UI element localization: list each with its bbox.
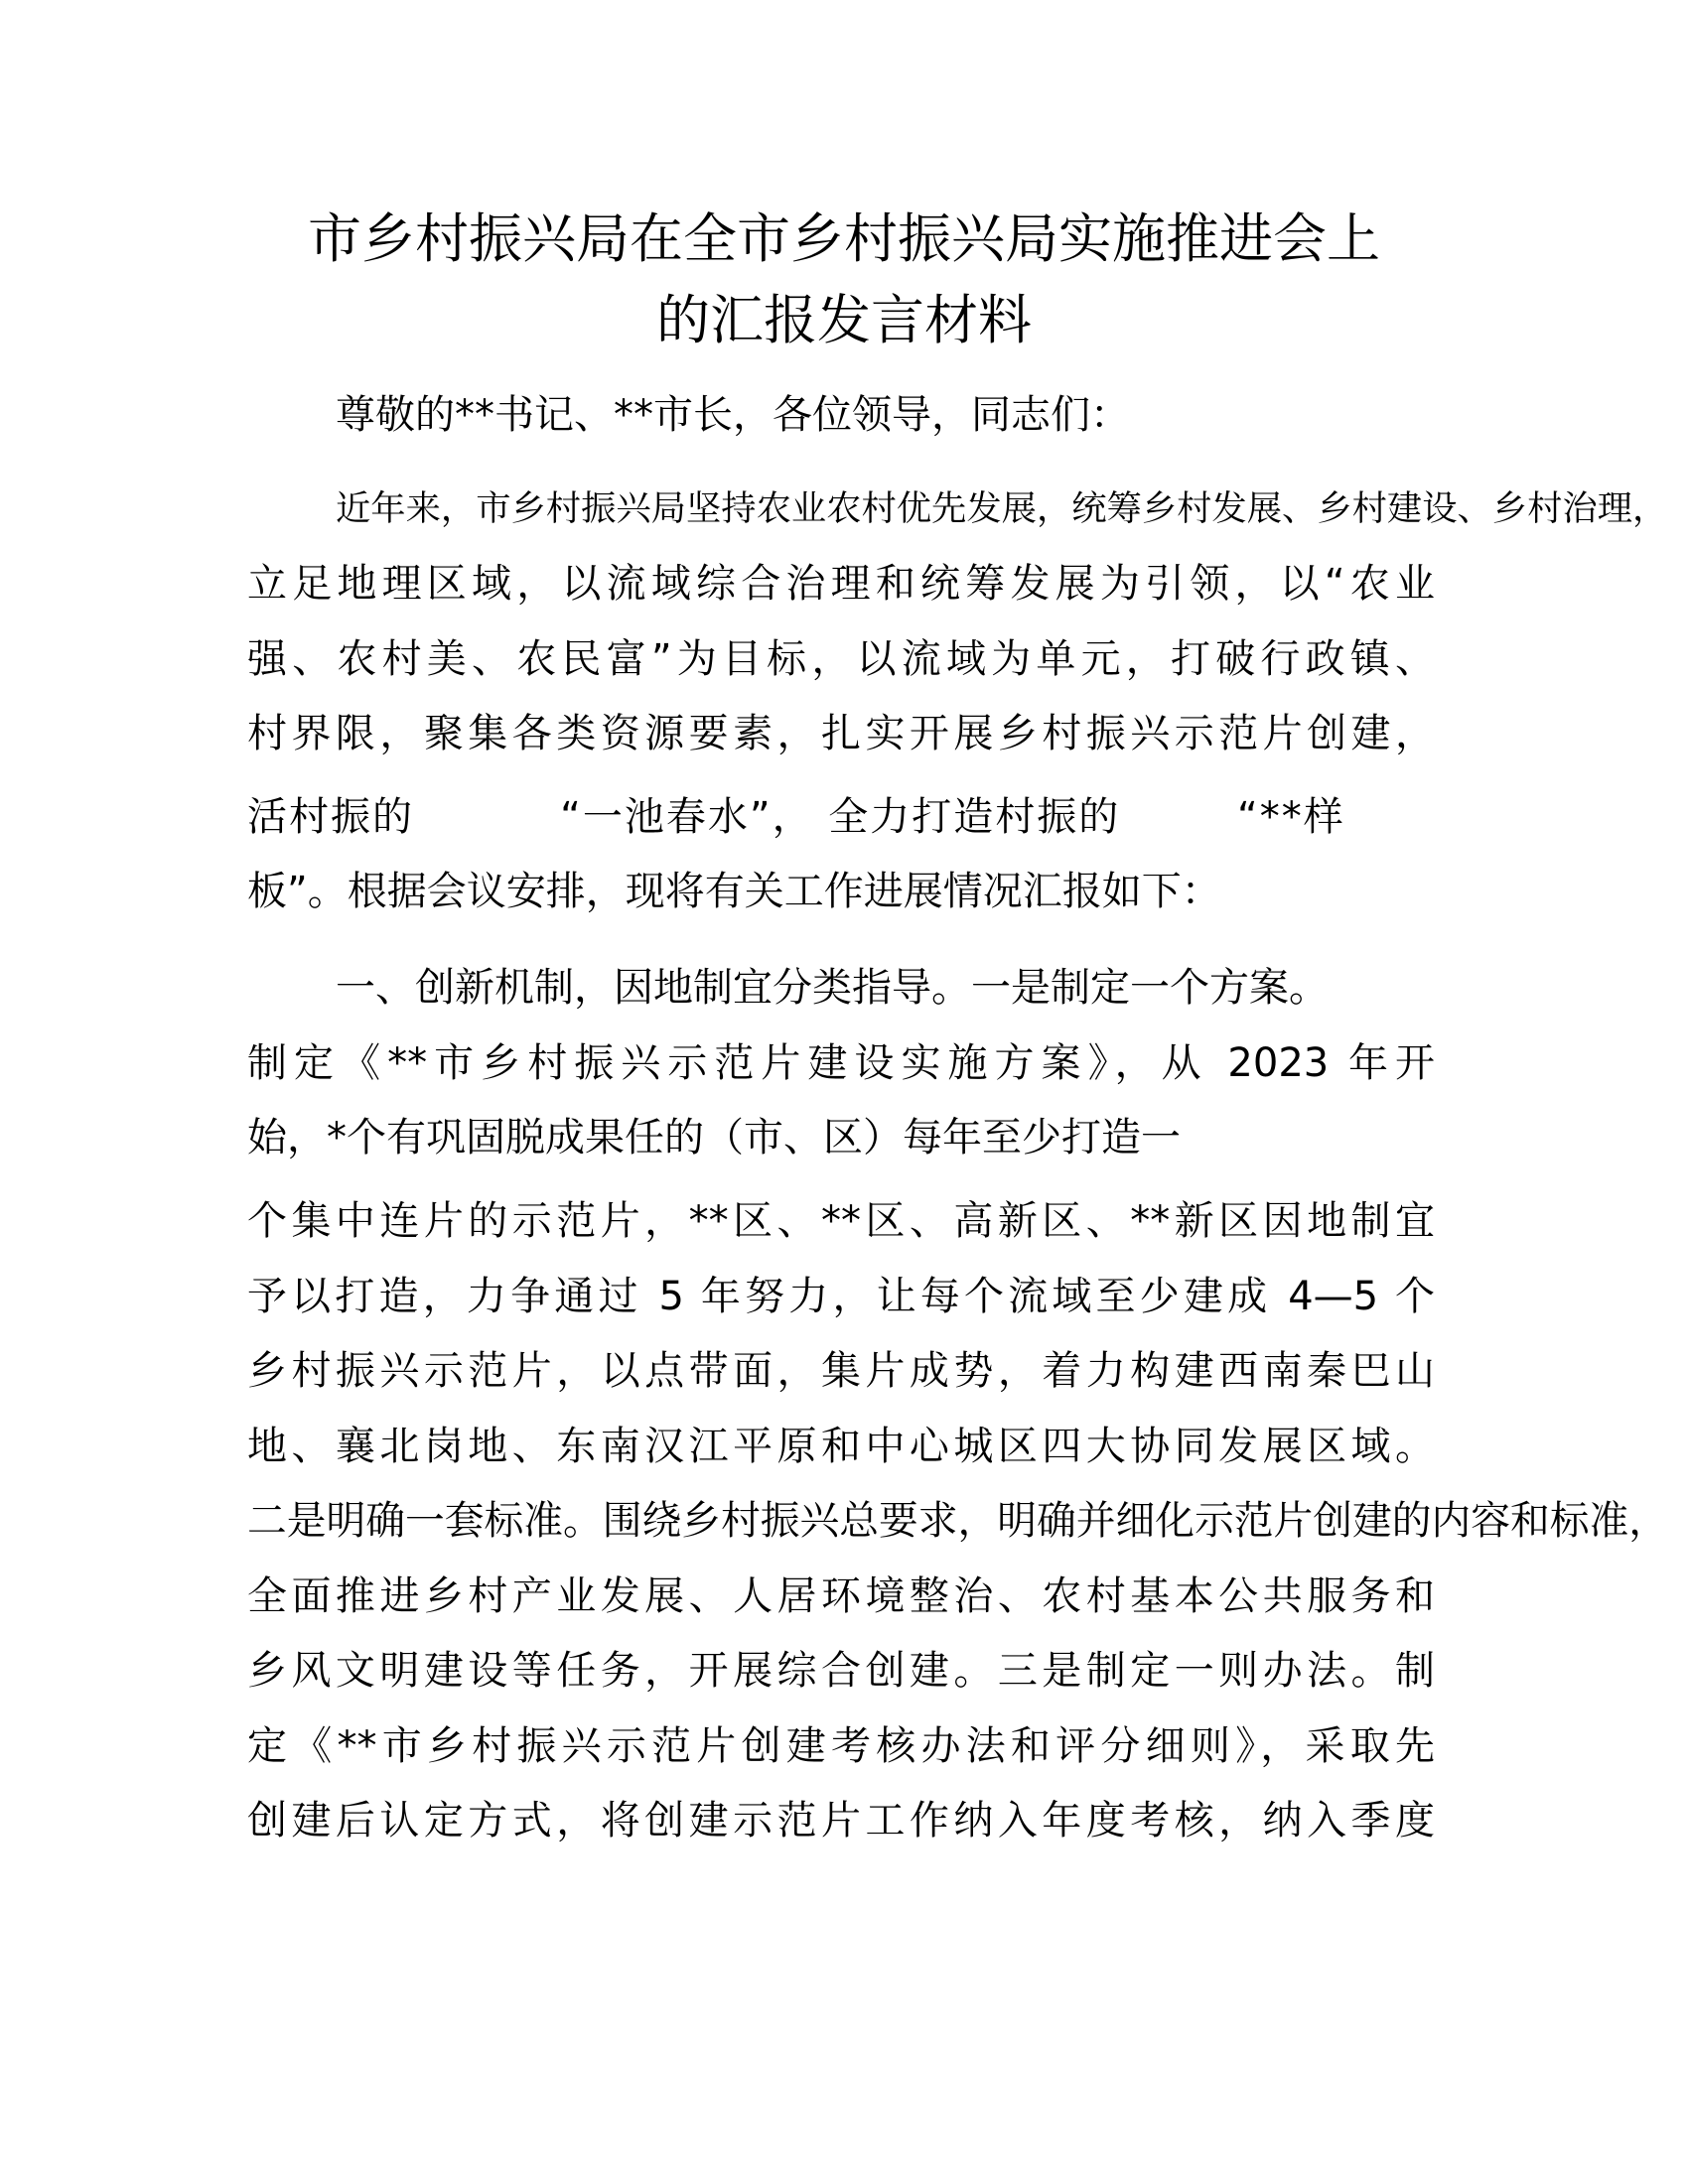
salutation: 尊敬的**书记、**市长，各位领导，同志们：: [336, 392, 1130, 438]
paragraph-2-line-3: 始，*个有巩固脱成果任的（市、区）每年至少打造一: [247, 1115, 1181, 1160]
paragraph-2-line-1: 一、创新机制，因地制宜分类指导。一是制定一个方案。: [336, 965, 1329, 1011]
paragraph-2-line-4: 个集中连片的示范片，**区、**区、高新区、**新区因地制宜: [247, 1198, 1435, 1244]
paragraph-2-line-9: 全面推进乡村产业发展、人居环境整治、农村基本公共服务和: [247, 1573, 1435, 1619]
paragraph-1-line-6: 板”。根据会议安排，现将有关工作进展情况汇报如下：: [247, 869, 1221, 914]
paragraph-2-line-7: 地、襄北岗地、东南汉江平原和中心城区四大协同发展区域。: [247, 1424, 1435, 1469]
paragraph-2-line-8: 二是明确一套标准。围绕乡村振兴总要求，明确并细化示范片创建的内容和标准，: [247, 1498, 1669, 1544]
paragraph-1-line-5: 活村振的 “一池春水”， 全力打造村振的 “**样: [247, 794, 1345, 840]
paragraph-2-line-6: 乡村振兴示范片，以点带面，集片成势，着力构建西南秦巴山: [247, 1348, 1435, 1394]
paragraph-2-line-11: 定《**市乡村振兴示范片创建考核办法和评分细则》，采取先: [247, 1723, 1435, 1769]
paragraph-1-line-3: 强、农村美、农民富”为目标，以流域为单元，打破行政镇、: [247, 636, 1435, 682]
document-title-line-2: 的汇报发言材料: [656, 289, 1032, 351]
document-title-line-1: 市乡村振兴局在全市乡村振兴局实施推进会上: [308, 207, 1380, 270]
paragraph-2-line-12: 创建后认定方式，将创建示范片工作纳入年度考核，纳入季度: [247, 1798, 1435, 1843]
paragraph-2-line-10: 乡风文明建设等任务，开展综合创建。三是制定一则办法。制: [247, 1648, 1435, 1694]
paragraph-1-line-2: 立足地理区域，以流域综合治理和统筹发展为引领，以“农业: [247, 561, 1435, 607]
paragraph-2-line-5: 予以打造，力争通过 5 年努力，让每个流域至少建成 4—5 个: [247, 1274, 1435, 1319]
paragraph-2-line-2: 制定《**市乡村振兴示范片建设实施方案》，从 2023 年开: [247, 1040, 1435, 1086]
paragraph-1-line-4: 村界限，聚集各类资源要素，扎实开展乡村振兴示范片创建，: [247, 711, 1435, 756]
paragraph-1-line-1: 近年来，市乡村振兴局坚持农业农村优先发展，统筹乡村发展、乡村建设、乡村治理，: [336, 488, 1668, 529]
